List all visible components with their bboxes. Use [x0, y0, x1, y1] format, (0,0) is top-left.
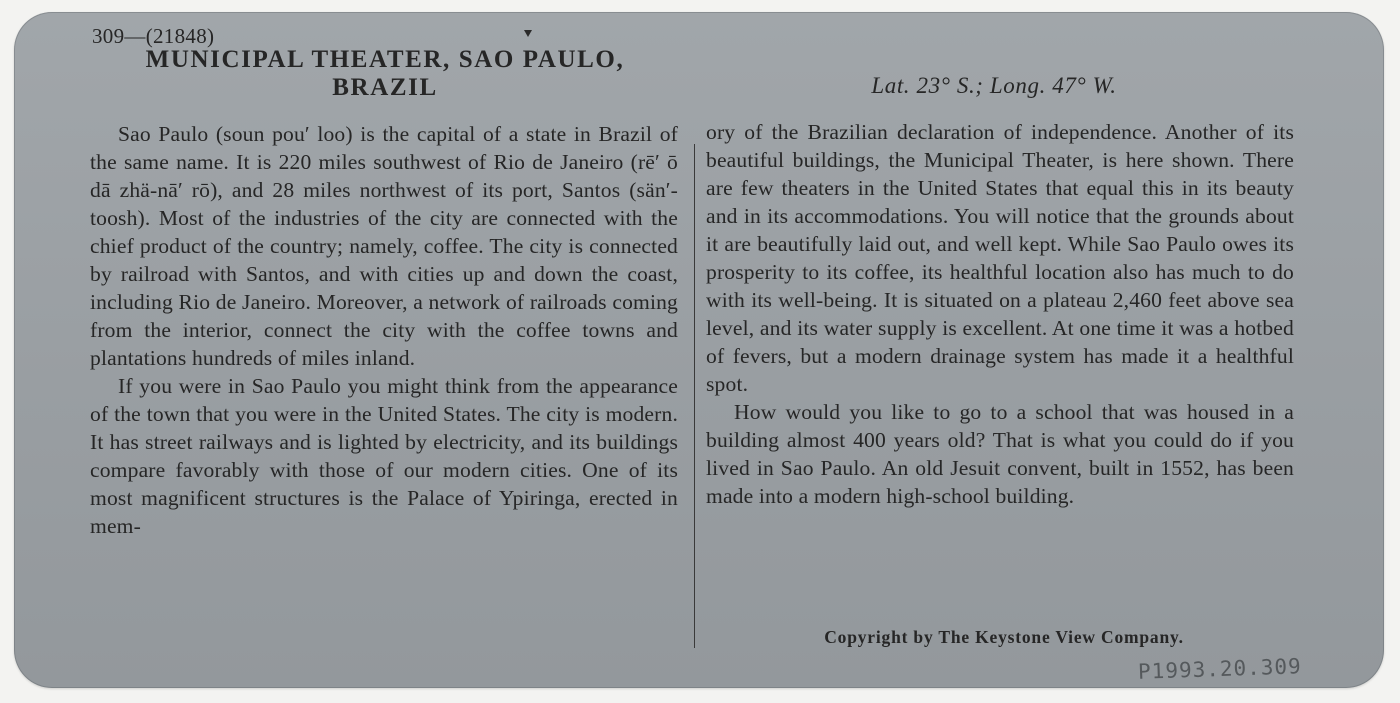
left-paragraph-1: Sao Paulo (soun pou′ loo) is the capital of a state in Brazil of the same name. It is 220 miles southwest of Rio de Janeiro (rē′ ō dā zhä-nā′ rō), and 28 miles northwest of its port, Santos (sän′-toosh). Most of the industries of the city are connected with the chief product of the country; namely, coffee. The city is connected by railroad with Santos, and with cities up and down the coast, including Rio de Janeiro. Moreover, a network of railroads coming from the interior, connect the city with the coffee towns and plantations hundreds of miles inland.	[90, 122, 678, 370]
column-divider	[694, 144, 695, 648]
right-paragraph-2: How would you like to go to a school that was housed in a building almost 400 years old? That is what you could do if you lived in Sao Paulo. An old Jesuit convent, built in 1552, has been made into a modern high-school building.	[706, 400, 1294, 508]
card-title: MUNICIPAL THEATER, SAO PAULO, BRAZIL	[145, 46, 625, 101]
accession-number: P1993.20.309	[1137, 654, 1303, 684]
left-paragraph-2: If you were in Sao Paulo you might think from the appearance of the town that you were in the United States. The city is modern. It has street railways and is lighted by electricity, and its buildings compare favorably with those of our modern cities. One of its most magnificent structures is the Palace of Ypiringa, erected in mem-	[90, 374, 678, 538]
right-paragraph-1: ory of the Brazilian declaration of independence. Another of its beautiful buildings, the Municipal Theater, is here shown. There are few theaters in the United States that equal this in its beauty and in its accommodations. You will notice that the grounds about it are beautifully laid out, and well kept. While Sao Paulo owes its prosperity to its coffee, its healthful location also has much to do with its well-being. It is situated on a plateau 2,460 feet above sea level, and its water supply is excellent. At one time it was a hotbed of fevers, but a modern drainage system has made it a healthful spot.	[706, 120, 1294, 396]
ink-speck	[524, 30, 532, 37]
left-column	[90, 120, 678, 540]
right-column	[706, 118, 1294, 510]
stereograph-card-back	[14, 12, 1384, 688]
lat-long: Lat. 23° S.; Long. 47° W.	[871, 73, 1117, 98]
copyright-line: Copyright by The Keystone View Company.	[824, 627, 1184, 647]
card-number: 309—(21848)	[92, 24, 215, 48]
